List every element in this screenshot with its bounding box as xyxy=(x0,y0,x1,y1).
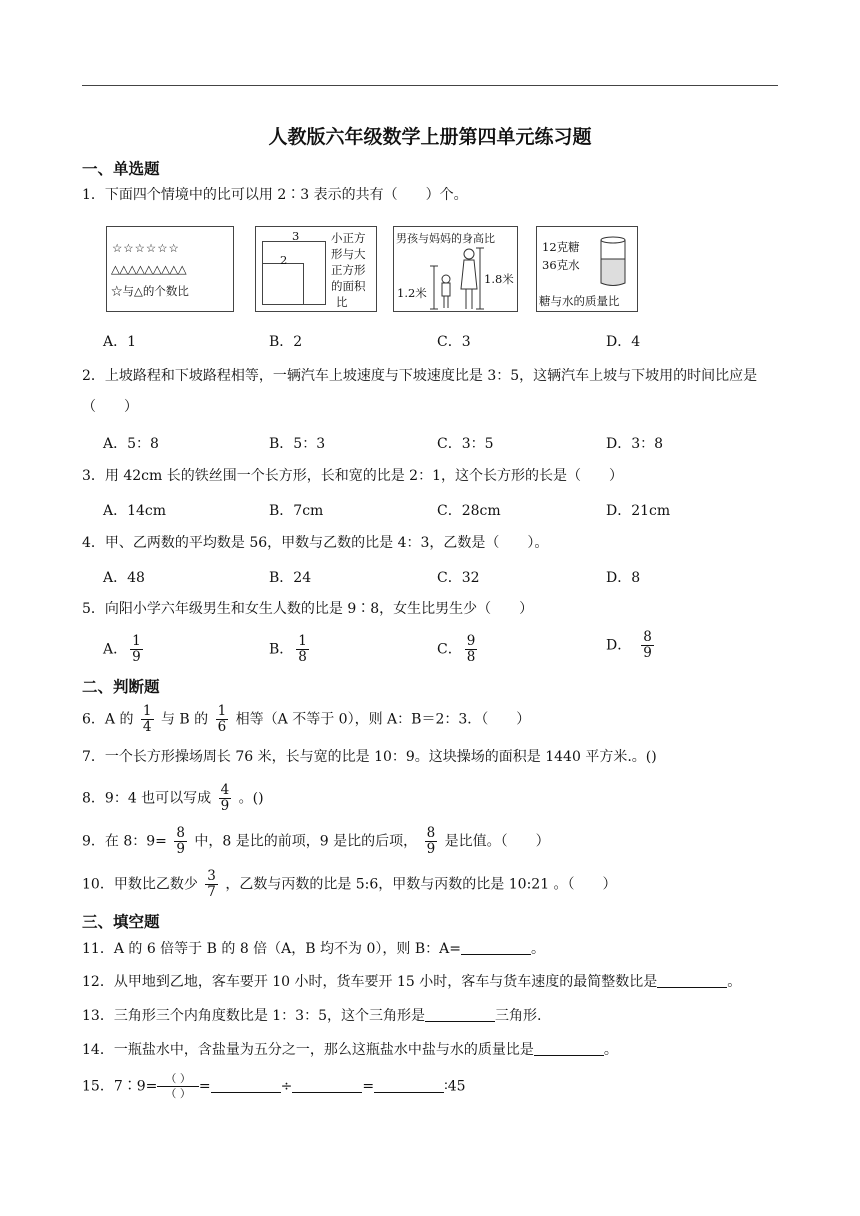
numerator: 3 xyxy=(207,868,216,884)
text: 三角形. xyxy=(495,1008,542,1024)
denominator: 8 xyxy=(298,649,307,665)
q5-option-d xyxy=(606,630,657,661)
figure-squares xyxy=(255,226,377,312)
answer-blank[interactable] xyxy=(534,1041,604,1056)
fraction xyxy=(219,783,232,814)
numerator: 9 xyxy=(466,633,476,649)
q2-option-c: C．3：5 xyxy=(437,436,494,452)
answer-blank[interactable] xyxy=(657,973,727,988)
question-14 xyxy=(82,1040,618,1060)
text: 15．7∶9= xyxy=(82,1078,158,1095)
numerator: 8 xyxy=(643,629,652,645)
fraction xyxy=(141,704,154,735)
text: 相等（A 不等于 0），则 A：B＝2：3．（ ） xyxy=(235,711,531,728)
denominator: 7 xyxy=(207,884,216,900)
numerator: 1 xyxy=(142,703,152,719)
fraction xyxy=(157,1072,199,1101)
fraction xyxy=(465,634,478,665)
text: 13．三角形三个内角度数比是 1：3：5，这个三角形是 xyxy=(82,1008,425,1024)
figure-heights xyxy=(393,226,518,312)
question-9 xyxy=(82,826,550,857)
answer-blank[interactable] xyxy=(425,1007,495,1022)
question-2: 2．上坡路程和下坡路程相等，一辆汽车上坡速度与下坡速度比是 3：5，这辆汽车上坡与下坡用的时间比应是（ ） xyxy=(82,368,758,415)
answer-blank[interactable] xyxy=(292,1078,362,1093)
q5-option-c xyxy=(437,634,480,665)
numerator: 1 xyxy=(298,633,307,649)
small-square xyxy=(262,263,304,305)
figure-caption-line-2: 形与大 xyxy=(331,247,366,261)
figure-caption: 男孩与妈妈的身高比 xyxy=(396,232,495,245)
question-12 xyxy=(82,972,741,992)
answer-blank[interactable] xyxy=(461,940,531,955)
figure-caption-line-4: 的面积 xyxy=(331,279,366,293)
page-title: 人教版六年级数学上册第四单元练习题 xyxy=(268,126,592,148)
figure-stars-triangles xyxy=(106,226,234,312)
section-heading-true-false: 二、判断题 xyxy=(82,678,160,696)
q2-option-a: A．5：8 xyxy=(103,436,159,452)
water-label: 36克水 xyxy=(542,258,580,272)
question-11 xyxy=(82,939,545,959)
denominator: 9 xyxy=(132,649,141,665)
q5-option-a xyxy=(103,634,146,665)
q1-option-c: C．3 xyxy=(437,334,471,350)
sugar-label: 12克糖 xyxy=(542,240,580,254)
numerator: 1 xyxy=(132,633,141,649)
figure-caption: ☆与△的个数比 xyxy=(111,284,189,298)
option-label: A． xyxy=(103,641,128,658)
figure-sugar-water xyxy=(536,226,638,312)
question-4: 4．甲、乙两数的平均数是 56，甲数与乙数的比是 4：3，乙数是（ ）。 xyxy=(82,535,549,551)
q3-option-a: A．14cm xyxy=(103,503,167,519)
section-heading-single-choice: 一、单选题 xyxy=(82,160,160,178)
q4-option-b: B．24 xyxy=(269,570,312,586)
text: 9．在 8：9= xyxy=(82,833,167,850)
q3-option-b: B．7cm xyxy=(269,503,324,519)
text: 。 xyxy=(727,974,742,990)
q3-option-d: D．21cm xyxy=(606,503,671,519)
denominator: 9 xyxy=(176,841,185,857)
question-1: 1．下面四个情境中的比可以用 2∶3 表示的共有（ ）个。 xyxy=(82,187,468,203)
q3-option-c: C．28cm xyxy=(437,503,501,519)
question-5: 5．向阳小学六年级男生和女生人数的比是 9∶8，女生比男生少（ ） xyxy=(82,601,534,617)
q4-option-a: A．48 xyxy=(103,570,145,586)
text: = xyxy=(198,1078,211,1095)
fraction xyxy=(205,869,218,900)
q1-option-b: B．2 xyxy=(269,334,303,350)
denominator: 9 xyxy=(643,645,652,661)
figure-caption-line-1: 小正方 xyxy=(331,231,366,245)
option-label: C． xyxy=(437,641,462,658)
text: 6．A 的 xyxy=(82,711,134,728)
numerator: 4 xyxy=(220,782,230,798)
q1-option-d: D．4 xyxy=(606,334,641,350)
fraction xyxy=(296,634,309,665)
boy-height-label: 1.2米 xyxy=(397,286,427,300)
fraction xyxy=(641,630,654,661)
numerator: 1 xyxy=(217,703,227,719)
text: 。 xyxy=(603,1042,618,1058)
q5-option-b xyxy=(269,634,312,665)
question-10 xyxy=(82,869,617,900)
denominator: 8 xyxy=(466,649,476,665)
figure-stars: ☆☆☆☆☆☆ xyxy=(112,241,180,255)
text: ∶45 xyxy=(444,1078,466,1095)
denominator: 6 xyxy=(217,719,227,735)
fraction xyxy=(174,826,187,857)
question-8 xyxy=(82,783,264,814)
mother-height-label: 1.8米 xyxy=(484,272,514,286)
numerator: 8 xyxy=(176,825,185,841)
numerator: 8 xyxy=(426,825,436,841)
q4-option-c: C．32 xyxy=(437,570,480,586)
header-rule xyxy=(82,85,778,86)
question-13 xyxy=(82,1006,541,1026)
answer-blank[interactable] xyxy=(374,1078,444,1093)
text: = xyxy=(362,1078,375,1095)
question-6 xyxy=(82,704,530,735)
fraction xyxy=(130,634,143,665)
denominator: 4 xyxy=(142,719,152,735)
answer-blank[interactable] xyxy=(211,1078,281,1093)
denominator[interactable]: （ ） xyxy=(165,1087,191,1100)
figure-caption-line-3: 正方形 xyxy=(331,263,366,277)
option-label: D． xyxy=(606,637,632,654)
option-label: B． xyxy=(269,641,294,658)
small-square-side: 2 xyxy=(280,253,288,267)
text: ÷ xyxy=(280,1078,293,1095)
text: 14．一瓶盐水中，含盐量为五分之一，那么这瓶盐水中盐与水的质量比是 xyxy=(82,1042,534,1058)
figure-triangles: △△△△△△△△△ xyxy=(111,262,187,276)
text: 11．A 的 6 倍等于 B 的 8 倍（A，B 均不为 0），则 B：A= xyxy=(82,941,461,957)
figure-caption: 糖与水的质量比 xyxy=(539,294,620,308)
large-square-side: 3 xyxy=(292,229,300,243)
fraction xyxy=(425,826,438,857)
q4-option-d: D．8 xyxy=(606,570,641,586)
denominator: 9 xyxy=(220,798,230,814)
question-3: 3．用 42cm 长的铁丝围一个长方形，长和宽的比是 2：1，这个长方形的长是（ ） xyxy=(82,468,624,484)
text: 12．从甲地到乙地，客车要开 10 小时，货车要开 15 小时，客车与货车速度的最简整数比是 xyxy=(82,974,658,990)
q2-option-b: B．5：3 xyxy=(269,436,326,452)
denominator: 9 xyxy=(426,841,436,857)
beaker-icon xyxy=(597,235,629,289)
numerator[interactable]: （ ） xyxy=(157,1072,199,1087)
fraction xyxy=(216,704,229,735)
section-heading-fill-blank: 三、填空题 xyxy=(82,913,160,931)
text: 。 xyxy=(530,941,545,957)
figure-caption-line-5: 比 xyxy=(336,295,348,309)
question-15 xyxy=(82,1072,466,1101)
question-7: 7．一个长方形操场周长 76 米，长与宽的比是 10：9。这块操场的面积是 1440 平方米.。() xyxy=(82,749,657,765)
text: 中，8 是比的前项，9 是比的后项， xyxy=(194,833,418,850)
text: 8．9：4 也可以写成 xyxy=(82,790,212,807)
text: 10．甲数比乙数少 xyxy=(82,876,198,893)
text: 。() xyxy=(238,790,264,807)
q1-option-a: A．1 xyxy=(103,334,137,350)
text: ，乙数与丙数的比是 5:6，甲数与丙数的比是 10:21 。（ ） xyxy=(225,876,617,893)
text: 与 B 的 xyxy=(160,711,209,728)
text: 是比值。（ ） xyxy=(444,833,550,850)
q2-option-d: D．3：8 xyxy=(606,436,664,452)
